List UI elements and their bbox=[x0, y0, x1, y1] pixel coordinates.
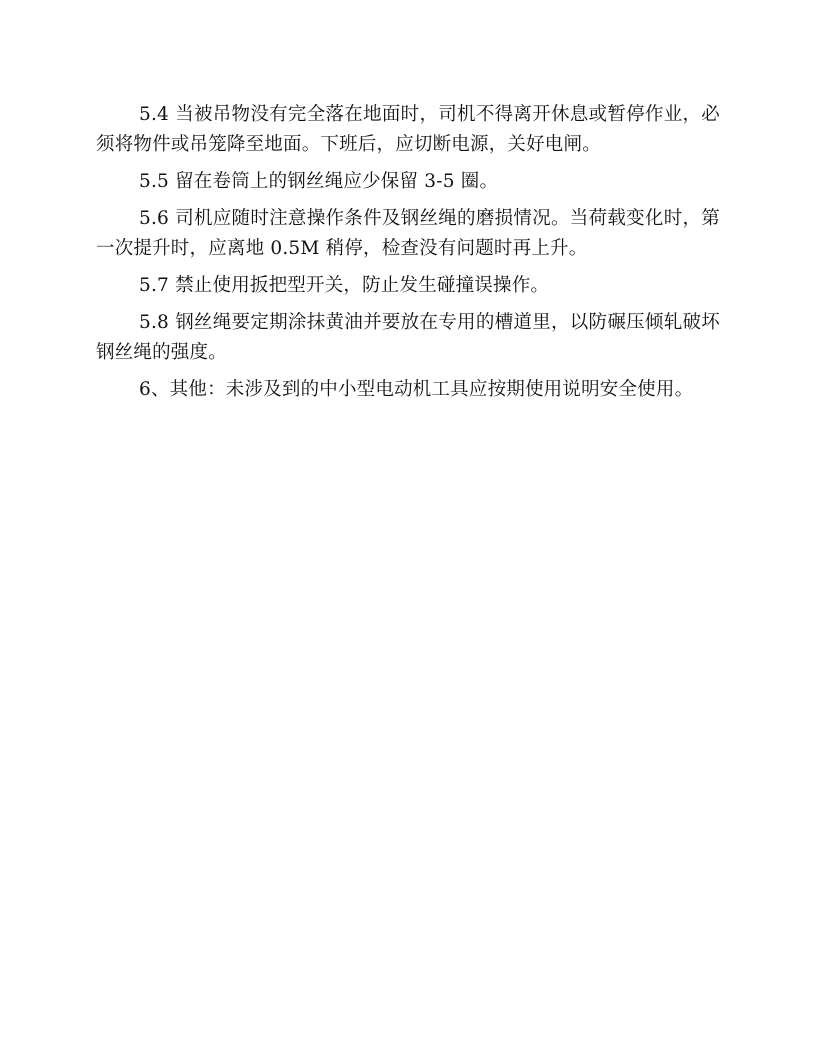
paragraph-6-other: 6、其他：未涉及到的中小型电动机工具应按期使用说明安全使用。 bbox=[139, 379, 694, 400]
paragraph-5-6: 5.6 司机应随时注意操作条件及钢丝绳的磨损情况。当荷载变化时，第一次提升时，应离地 0.5M 稍停，检查没有问题时再上升。 bbox=[96, 208, 720, 259]
paragraph-5-5: 5.5 留在卷筒上的钢丝绳应少保留 3-5 圈。 bbox=[139, 171, 499, 192]
paragraph-5-4: 5.4 当被吊物没有完全落在地面时，司机不得离开休息或暂停作业，必须将物件或吊笼降至地面。下班后，应切断电源，关好电闸。 bbox=[96, 104, 720, 155]
document-page bbox=[96, 100, 720, 412]
paragraph-5-7: 5.7 禁止使用扳把型开关，防止发生碰撞误操作。 bbox=[139, 275, 550, 296]
paragraph-5-8: 5.8 钢丝绳要定期涂抹黄油并要放在专用的槽道里，以防碾压倾轧破坏钢丝绳的强度。 bbox=[96, 312, 720, 363]
